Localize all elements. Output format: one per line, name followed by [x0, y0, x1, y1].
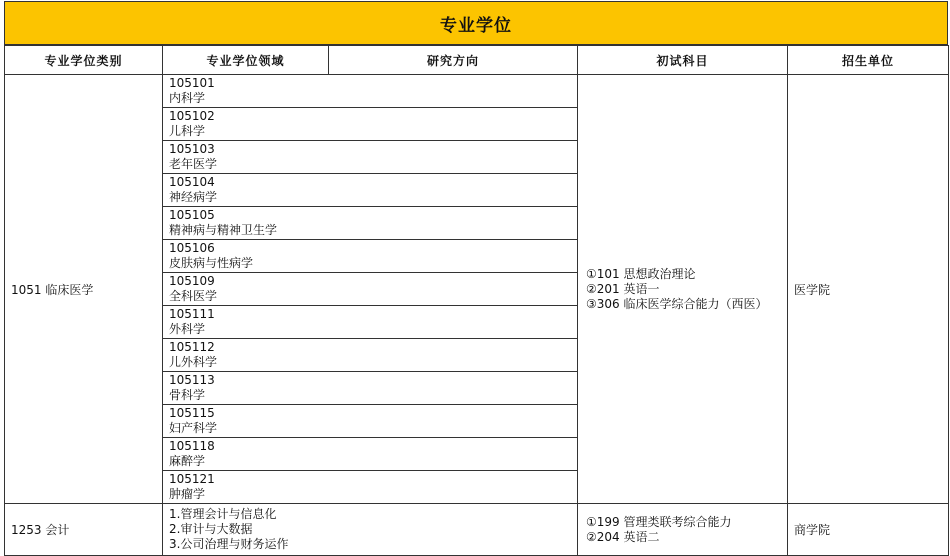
exam-subject: ②201 英语一 [586, 281, 660, 296]
header-category: 专业学位类别 [5, 46, 163, 75]
field-code: 105103 [169, 142, 215, 156]
table-row [5, 504, 949, 556]
field-name: 皮肤病与性病学 [169, 256, 254, 270]
exam-subject: ②204 英语二 [586, 529, 660, 544]
field-name: 老年医学 [169, 157, 218, 171]
category-cell: 1051 临床医学 [5, 75, 163, 504]
field-code: 105105 [169, 208, 215, 222]
field-cell [163, 372, 578, 405]
field-code: 105112 [169, 340, 215, 354]
field-cell [163, 174, 578, 207]
table-row [5, 75, 949, 108]
field-cell [163, 273, 578, 306]
field-cell [163, 438, 578, 471]
header-row [5, 46, 949, 75]
exam-subject: ①101 思想政治理论 [586, 266, 696, 281]
field-name: 内科学 [169, 91, 206, 105]
field-cell [163, 504, 578, 556]
sheet [1, 1, 949, 552]
category-cell: 1253 会计 [5, 504, 163, 556]
field-cell [163, 471, 578, 504]
field-name: 神经病学 [169, 190, 218, 204]
field-name: 3.公司治理与财务运作 [169, 537, 289, 551]
field-code: 105104 [169, 175, 215, 189]
field-code: 105121 [169, 472, 215, 486]
header-direction: 研究方向 [329, 46, 578, 75]
field-cell [163, 207, 578, 240]
field-code: 105115 [169, 406, 215, 420]
field-name: 儿科学 [169, 124, 206, 138]
field-code: 105118 [169, 439, 215, 453]
unit-cell: 医学院 [788, 75, 949, 504]
field-code: 105102 [169, 109, 215, 123]
table-title: 专业学位 [4, 1, 948, 45]
field-name: 外科学 [169, 322, 206, 336]
field-code: 105113 [169, 373, 215, 387]
exam-cell [578, 504, 788, 556]
field-code: 105109 [169, 274, 215, 288]
field-name: 麻醉学 [169, 454, 206, 468]
exam-subject: ③306 临床医学综合能力（西医） [586, 296, 768, 311]
header-exam: 初试科目 [578, 46, 788, 75]
field-code: 105111 [169, 307, 215, 321]
field-cell [163, 141, 578, 174]
exam-cell [578, 75, 788, 504]
field-code: 105106 [169, 241, 215, 255]
field-cell [163, 339, 578, 372]
field-name: 精神病与精神卫生学 [169, 223, 278, 237]
field-cell [163, 405, 578, 438]
field-cell [163, 108, 578, 141]
field-cell [163, 240, 578, 273]
exam-subject: ①199 管理类联考综合能力 [586, 514, 732, 529]
field-code: 105101 [169, 76, 215, 90]
degree-table [4, 45, 949, 556]
field-name: 1.管理会计与信息化 [169, 507, 277, 521]
field-name: 骨科学 [169, 388, 206, 402]
field-name: 肿瘤学 [169, 487, 206, 501]
field-cell [163, 306, 578, 339]
header-unit: 招生单位 [788, 46, 949, 75]
field-name: 儿外科学 [169, 355, 218, 369]
field-name: 全科医学 [169, 289, 218, 303]
unit-cell: 商学院 [788, 504, 949, 556]
field-name: 2.审计与大数据 [169, 522, 253, 536]
field-cell [163, 75, 578, 108]
field-name: 妇产科学 [169, 421, 218, 435]
header-field: 专业学位领域 [163, 46, 329, 75]
